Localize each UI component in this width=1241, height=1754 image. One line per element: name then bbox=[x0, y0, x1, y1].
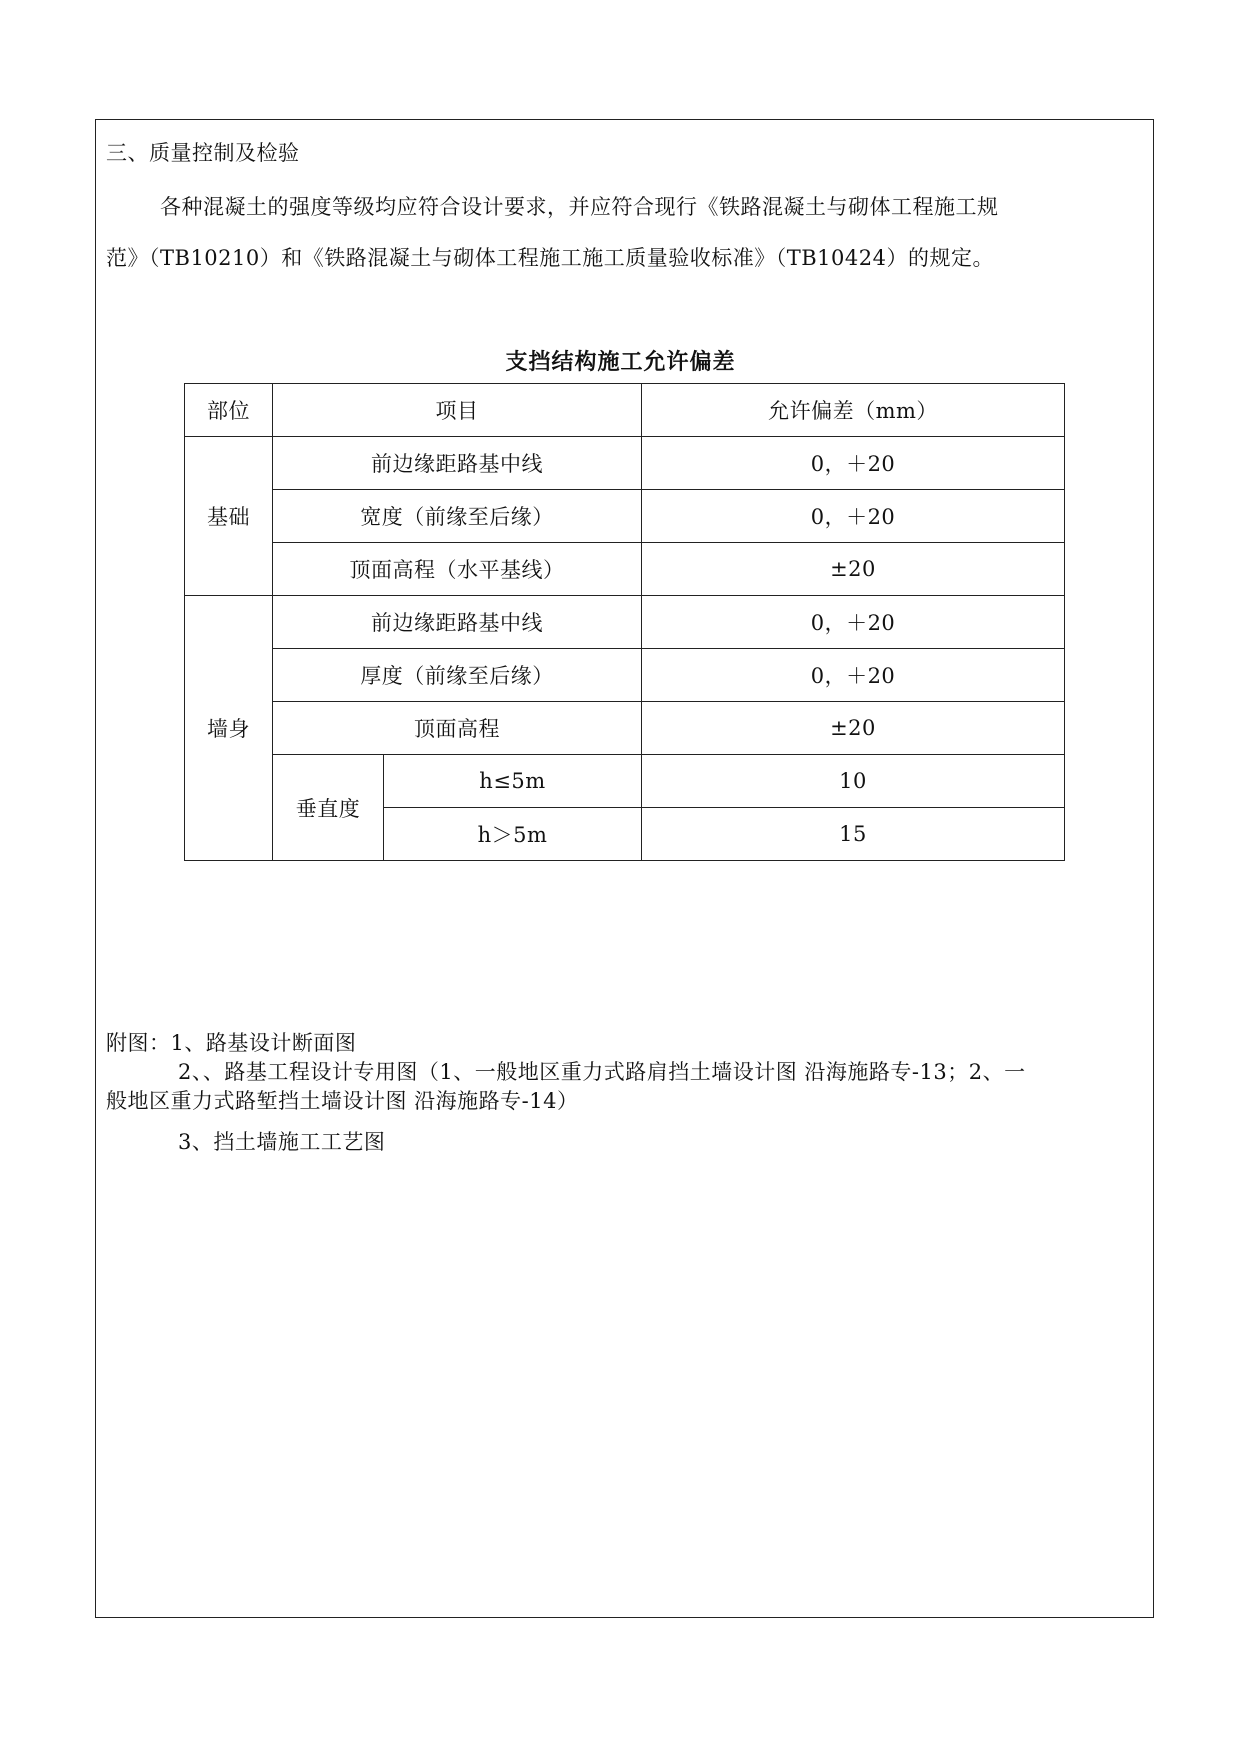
item-cell: 顶面高程 bbox=[273, 702, 642, 755]
tolerance-cell: 0，＋20 bbox=[642, 490, 1065, 543]
item-cell: 厚度（前缘至后缘） bbox=[273, 649, 642, 702]
item-cell: h＞5m bbox=[384, 808, 642, 861]
document-frame bbox=[95, 119, 1154, 1618]
sub-group-cell: 垂直度 bbox=[273, 755, 384, 861]
item-cell: 前边缘距路基中线 bbox=[273, 596, 642, 649]
header-part: 部位 bbox=[185, 384, 273, 437]
table-row bbox=[185, 649, 1065, 702]
paragraph-line-2: 范》（TB10210）和《铁路混凝土与砌体工程施工施工质量验收标准》（TB10424）的规定。 bbox=[106, 246, 994, 270]
part-cell: 墙身 bbox=[185, 596, 273, 861]
table-row bbox=[185, 490, 1065, 543]
appendix-line-3: 般地区重力式路堑挡土墙设计图 沿海施路专-14） bbox=[106, 1089, 579, 1113]
table-row bbox=[185, 543, 1065, 596]
appendix-line-4: 3、挡土墙施工工艺图 bbox=[178, 1130, 386, 1154]
tolerance-cell: 0，＋20 bbox=[642, 596, 1065, 649]
paragraph-line-1: 各种混凝土的强度等级均应符合设计要求，并应符合现行《铁路混凝土与砌体工程施工规 bbox=[160, 195, 999, 219]
appendix-line-1: 附图：1、路基设计断面图 bbox=[106, 1031, 357, 1055]
table-header-row bbox=[185, 384, 1065, 437]
item-cell: 顶面高程（水平基线） bbox=[273, 543, 642, 596]
table-row bbox=[185, 702, 1065, 755]
tolerance-cell: 15 bbox=[642, 808, 1065, 861]
appendix-line-2: 2、、路基工程设计专用图（1、一般地区重力式路肩挡土墙设计图 沿海施路专-13；2、一 bbox=[178, 1060, 1026, 1084]
item-cell: 宽度（前缘至后缘） bbox=[273, 490, 642, 543]
tolerance-cell: 0，＋20 bbox=[642, 649, 1065, 702]
table-row bbox=[185, 437, 1065, 490]
item-cell: 前边缘距路基中线 bbox=[273, 437, 642, 490]
tolerance-table bbox=[184, 383, 1065, 861]
table-title: 支挡结构施工允许偏差 bbox=[505, 350, 736, 375]
tolerance-cell: 10 bbox=[642, 755, 1065, 808]
tolerance-cell: 0，＋20 bbox=[642, 437, 1065, 490]
table-row bbox=[185, 596, 1065, 649]
header-tolerance: 允许偏差（mm） bbox=[642, 384, 1065, 437]
item-cell: h≤5m bbox=[384, 755, 642, 808]
section-heading: 三、质量控制及检验 bbox=[106, 141, 300, 165]
tolerance-cell: ±20 bbox=[642, 702, 1065, 755]
part-cell: 基础 bbox=[185, 437, 273, 596]
header-item: 项目 bbox=[273, 384, 642, 437]
tolerance-cell: ±20 bbox=[642, 543, 1065, 596]
table-row bbox=[185, 755, 1065, 808]
